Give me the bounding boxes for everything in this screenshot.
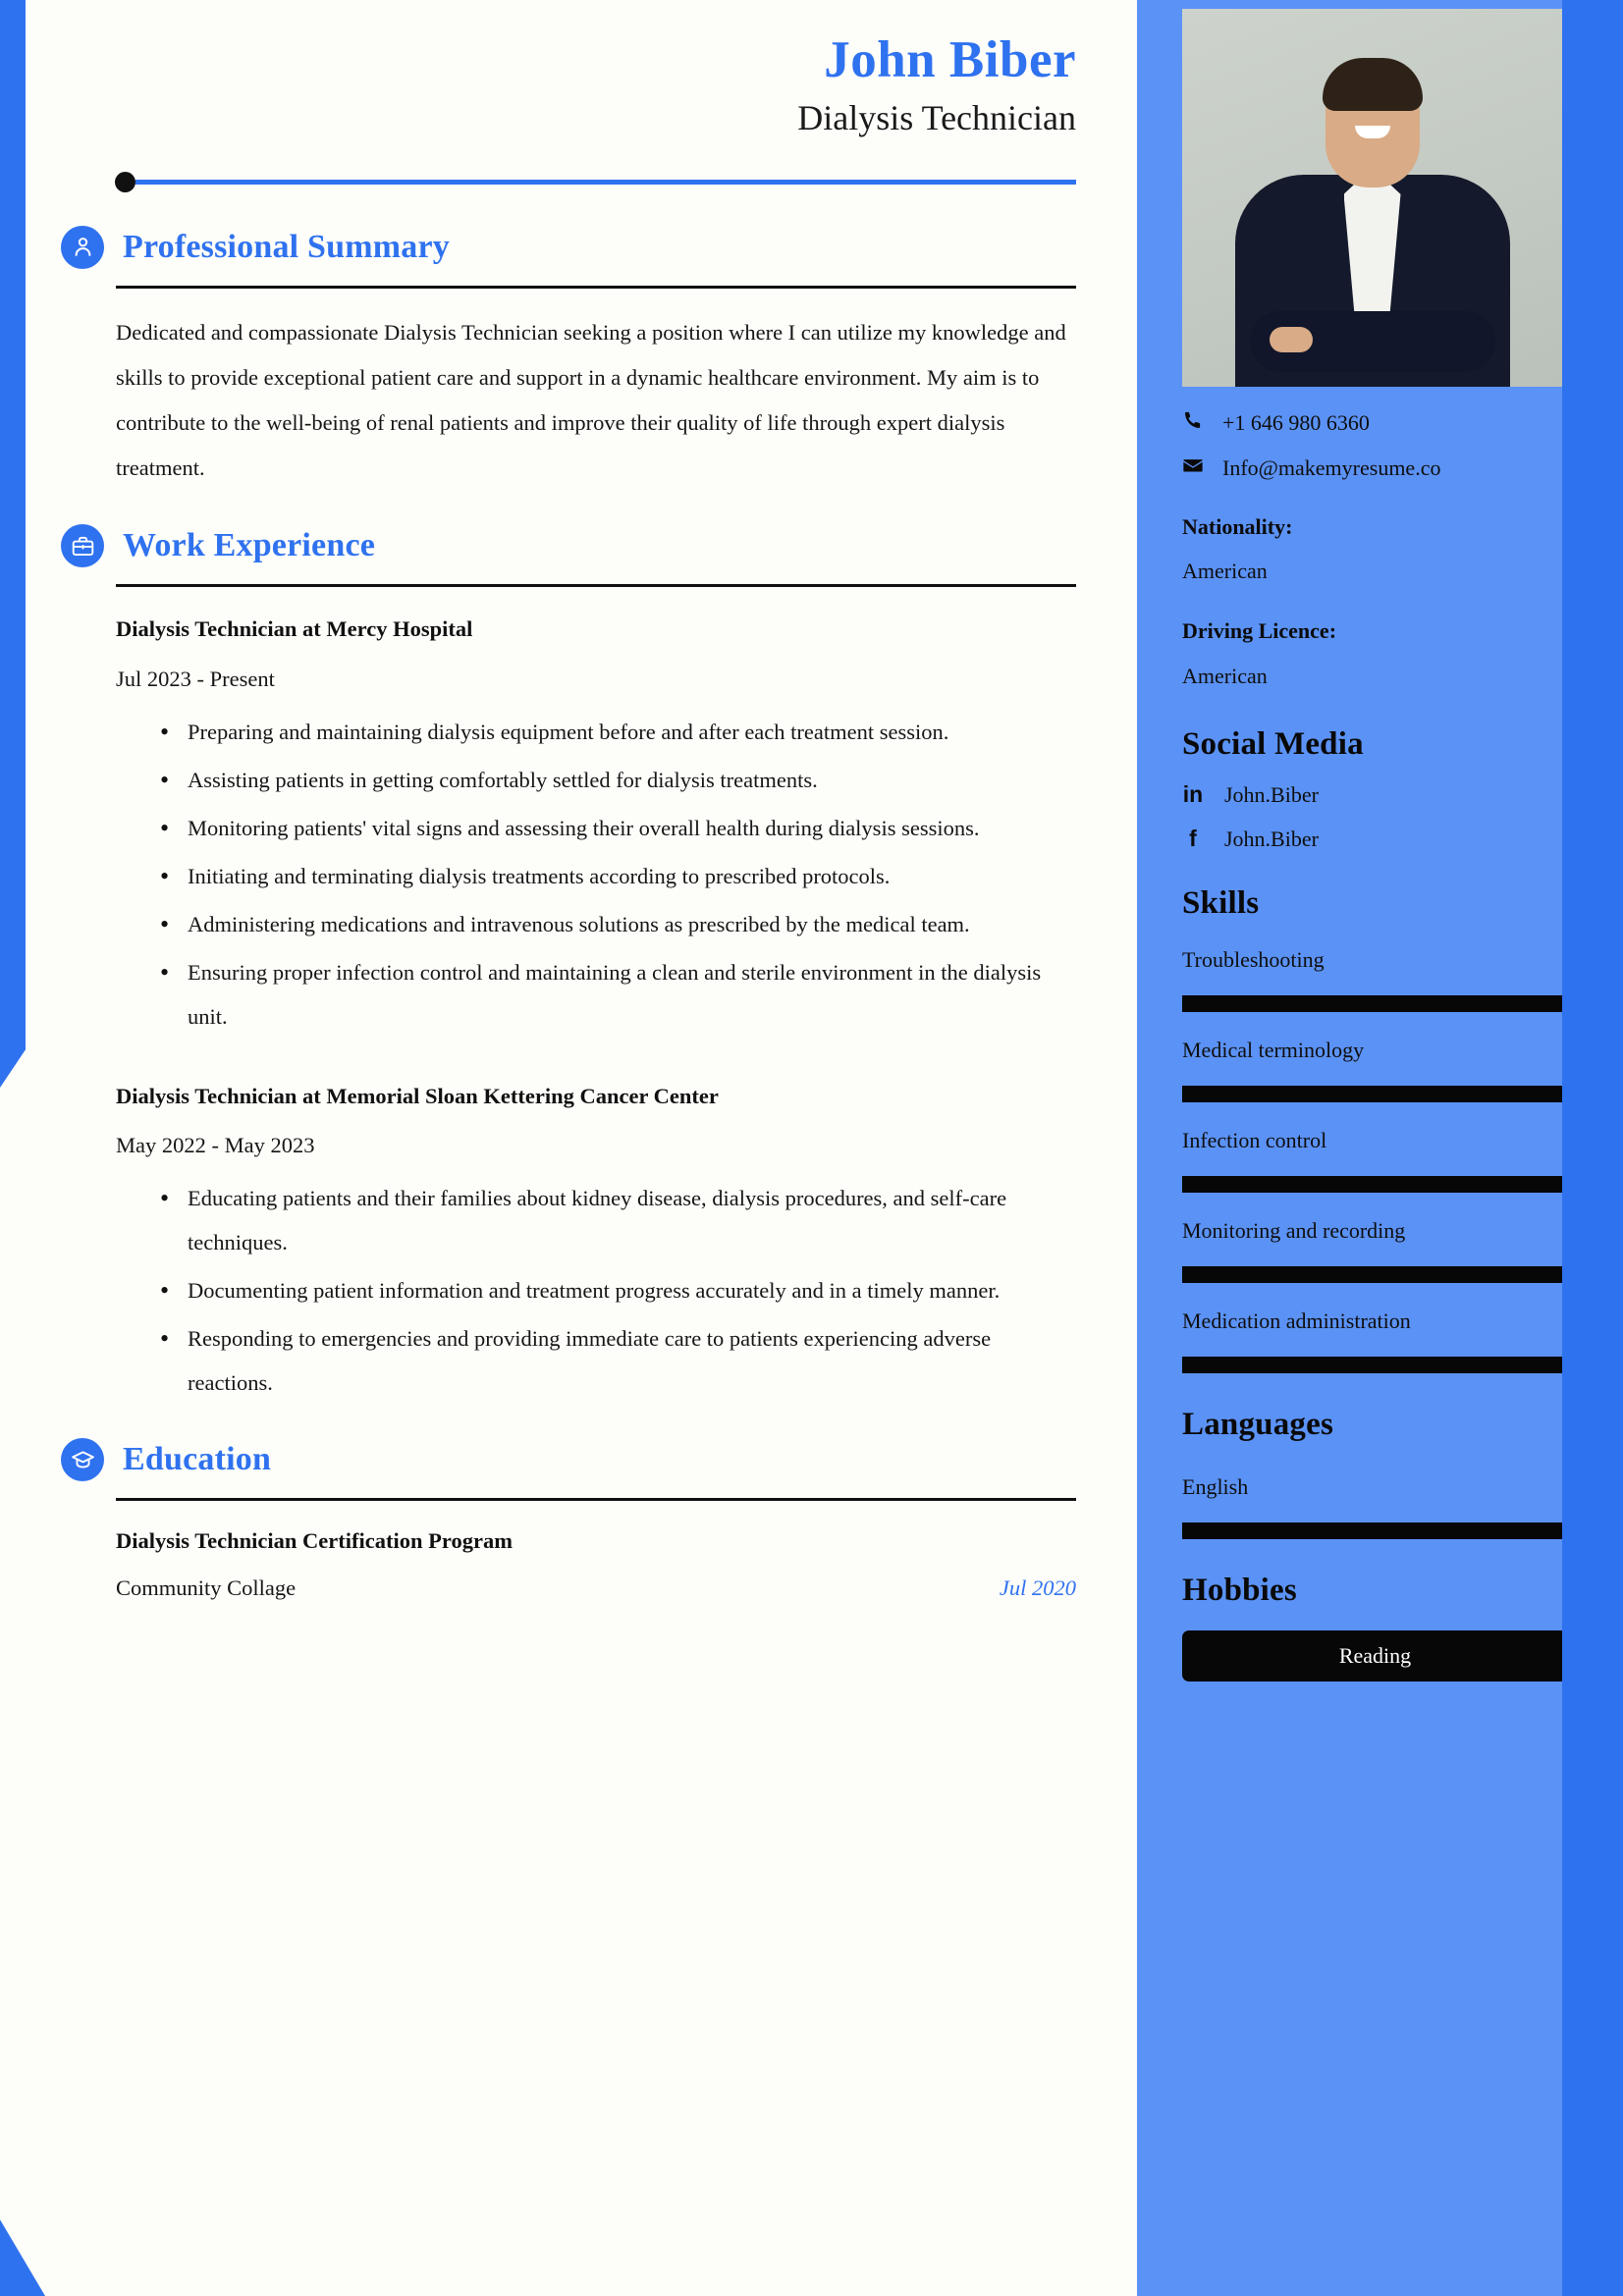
briefcase-icon	[61, 524, 104, 567]
social-list	[1182, 782, 1568, 852]
skill-meter	[1182, 1176, 1568, 1193]
list-item: • Administering medications and intravenous solutions as prescribed by the medical team.	[160, 902, 1076, 946]
field-driving-licence	[1182, 614, 1568, 692]
right-accent-strip	[1562, 0, 1623, 2296]
list-item: • Initiating and terminating dialysis treatments according to prescribed protocols.	[160, 854, 1076, 898]
header-divider	[115, 172, 1076, 192]
skill-meter-fill	[1182, 1176, 1568, 1193]
language-item	[1182, 1470, 1568, 1539]
list-item: • Responding to emergencies and providing immediate care to patients experiencing adverse reactions.	[160, 1316, 1076, 1405]
social-item-facebook[interactable]	[1182, 827, 1568, 852]
skills-list	[1182, 943, 1568, 1373]
contact-phone[interactable]	[1182, 406, 1568, 439]
list-item: • Educating patients and their families about kidney disease, dialysis procedures, and self-care techniques.	[160, 1176, 1076, 1264]
skill-item	[1182, 943, 1568, 1012]
field-value: American	[1182, 559, 1268, 584]
social-handle: John.Biber	[1224, 781, 1319, 807]
field-value: American	[1182, 663, 1268, 688]
field-label: Nationality:	[1182, 514, 1293, 539]
contact-list	[1182, 406, 1568, 484]
skill-item	[1182, 1034, 1568, 1102]
work-entry-heading: Dialysis Technician at Mercy Hospital	[116, 616, 473, 642]
skill-name: Infection control	[1182, 1127, 1327, 1152]
contact-email[interactable]	[1182, 452, 1568, 484]
list-item: • Monitoring patients' vital signs and assessing their overall health during dialysis sessions.	[160, 806, 1076, 850]
sidebar-heading-hobbies: Hobbies	[1182, 1572, 1297, 1608]
section-title: Education	[123, 1441, 272, 1478]
work-entry	[116, 613, 1076, 1039]
contact-email-value: Info@makemyresume.co	[1222, 455, 1441, 480]
skill-meter-fill	[1182, 1086, 1568, 1102]
skill-meter	[1182, 1086, 1568, 1102]
section-professional-summary	[116, 226, 1076, 492]
linkedin-icon: in	[1182, 781, 1204, 808]
sidebar-heading-social-media: Social Media	[1182, 725, 1364, 762]
section-rule	[116, 584, 1076, 587]
work-entry	[116, 1080, 1076, 1406]
section-title: Professional Summary	[123, 228, 450, 265]
education-meta	[116, 1575, 1076, 1601]
list-item: • Preparing and maintaining dialysis equipment before and after each treatment session.	[160, 710, 1076, 754]
sidebar	[1137, 0, 1623, 2296]
education-school: Community Collage	[116, 1575, 297, 1600]
skill-name: Medication administration	[1182, 1308, 1411, 1333]
section-header	[61, 226, 1076, 269]
skill-item	[1182, 1305, 1568, 1373]
graduation-cap-icon	[61, 1438, 104, 1481]
section-education	[116, 1438, 1076, 1601]
facebook-icon: f	[1189, 826, 1197, 852]
hobbies-list	[1182, 1630, 1568, 1682]
work-entry-duties	[116, 1176, 1076, 1405]
person-icon	[61, 226, 104, 269]
language-meter-fill	[1182, 1522, 1568, 1539]
work-entry-duties	[116, 710, 1076, 1039]
left-accent-strip	[0, 0, 26, 1088]
education-entry	[116, 1524, 1076, 1601]
sidebar-heading-languages: Languages	[1182, 1406, 1334, 1442]
social-item-linkedin[interactable]	[1182, 782, 1568, 808]
page-title: John Biber	[824, 31, 1076, 88]
skill-name: Medical terminology	[1182, 1037, 1365, 1062]
summary-text: Dedicated and compassionate Dialysis Technician seeking a position where I can utilize my knowledge and skills to provide exceptional patient care and support in a dynamic healthcare environment. My aim is to contribute to the well-being of renal patients and improve their quality of life through expert dialysis treatment.	[116, 319, 1066, 480]
skill-meter	[1182, 1357, 1568, 1373]
skill-meter-fill	[1182, 995, 1568, 1012]
contact-phone-value: +1 646 980 6360	[1222, 410, 1370, 435]
avatar	[1182, 9, 1562, 387]
skill-meter-fill	[1182, 1357, 1568, 1373]
skill-name: Monitoring and recording	[1182, 1217, 1406, 1243]
phone-icon	[1182, 409, 1204, 436]
divider-dot	[115, 172, 135, 192]
language-name: English	[1182, 1473, 1249, 1499]
section-rule	[116, 286, 1076, 289]
work-entry-heading: Dialysis Technician at Memorial Sloan Kettering Cancer Center	[116, 1083, 719, 1108]
skill-meter-fill	[1182, 1266, 1568, 1283]
skill-meter	[1182, 995, 1568, 1012]
job-title: Dialysis Technician	[797, 97, 1076, 137]
education-date: Jul 2020	[999, 1575, 1076, 1600]
divider-line	[135, 180, 1076, 185]
languages-list	[1182, 1470, 1568, 1539]
section-title: Work Experience	[123, 527, 376, 564]
sidebar-heading-skills: Skills	[1182, 884, 1260, 921]
skill-meter	[1182, 1266, 1568, 1283]
section-header	[61, 524, 1076, 567]
list-item: • Ensuring proper infection control and maintaining a clean and sterile environment in the dialysis unit.	[160, 950, 1076, 1039]
list-item: • Assisting patients in getting comfortably settled for dialysis treatments.	[160, 758, 1076, 802]
skill-item	[1182, 1214, 1568, 1283]
skill-item	[1182, 1124, 1568, 1193]
section-rule	[116, 1498, 1076, 1501]
resume-header	[116, 0, 1076, 144]
education-degree: Dialysis Technician Certification Program	[116, 1528, 513, 1554]
section-work-experience	[116, 524, 1076, 1405]
skill-name: Troubleshooting	[1182, 946, 1325, 972]
hobby-item: Reading	[1182, 1630, 1568, 1682]
section-header	[61, 1438, 1076, 1481]
language-meter	[1182, 1522, 1568, 1539]
field-nationality	[1182, 509, 1568, 588]
list-item: • Documenting patient information and treatment progress accurately and in a timely manner.	[160, 1268, 1076, 1312]
work-entry-dates: May 2022 - May 2023	[116, 1133, 315, 1158]
work-entry-dates: Jul 2023 - Present	[116, 666, 275, 691]
field-label: Driving Licence:	[1182, 618, 1337, 644]
envelope-icon	[1182, 454, 1204, 481]
social-handle: John.Biber	[1224, 826, 1319, 851]
